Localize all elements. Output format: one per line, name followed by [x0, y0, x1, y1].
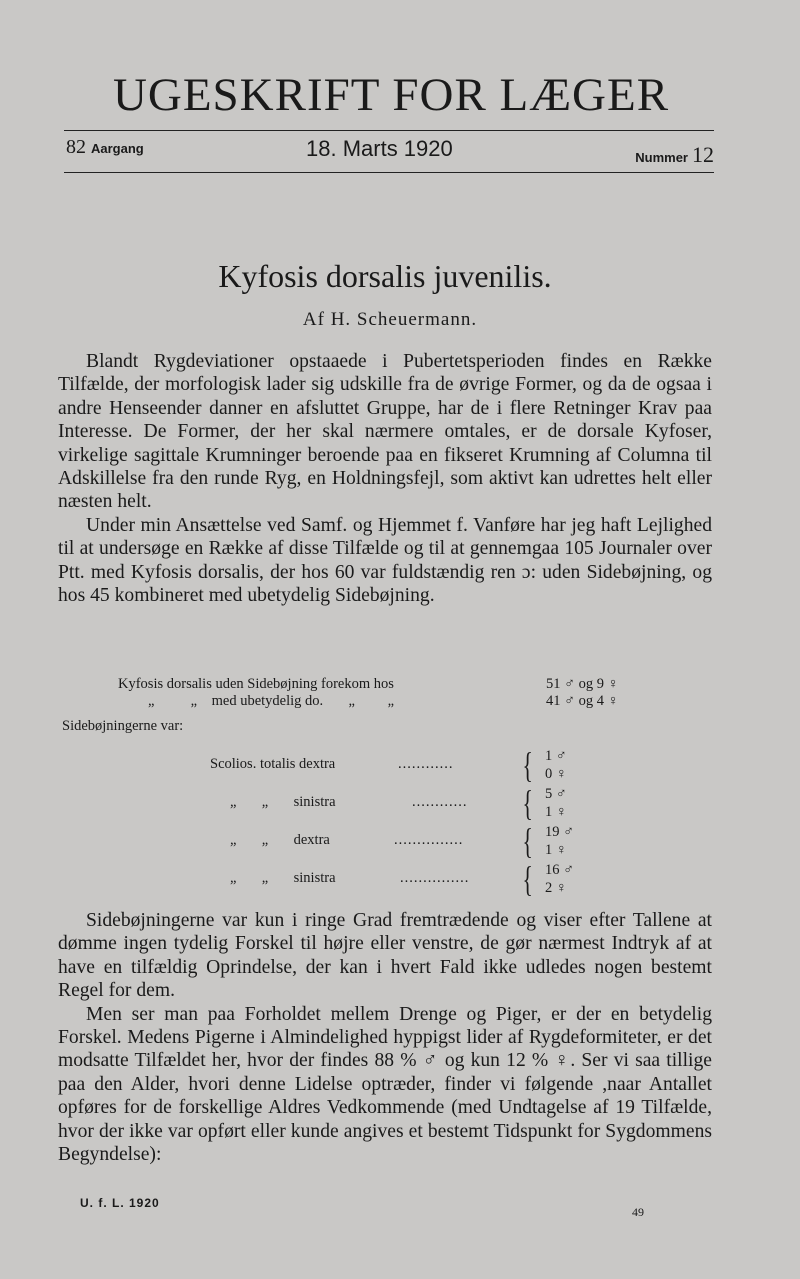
kyfosis-statistics: [118, 676, 658, 710]
paragraph: Men ser man paa Forholdet mellem Drenge og Piger, er der en betydelig Forskel. Medens Pigerne i Almindelighed hyppigst lider af Rygdeformiteter, er det modsatte Tilfældet her, hvor der findes 88 % ♂ og kun 12 % ♀. Ser vi saa tillige paa den Alder, hvori denne Lidelse optræder, finder vi følgende ,naar Antallet opføres for de forskellige Aldres Vedkommende (med Undtagelse af 19 Tilfælde, hvor der ikke var opført eller kunde angives et bestemt Tidspunkt for Sygdommens Begyndelse):: [58, 1003, 712, 1166]
volume-number: 82: [66, 136, 86, 158]
leader-dots: ............: [412, 794, 468, 810]
header-rule-top: [64, 130, 714, 131]
article-byline: Af H. Scheuermann.: [302, 309, 478, 330]
stat-value: 51 ♂ og 9 ♀: [546, 676, 619, 692]
sidebend-table: [210, 745, 610, 900]
male-count: 19 ♂: [545, 824, 574, 840]
journal-masthead: UGESKRIFT FOR LÆGER: [112, 69, 670, 121]
volume-info: [66, 136, 144, 159]
sidebend-row: [210, 859, 610, 900]
brace: {: [522, 821, 533, 861]
leader-dots: ...............: [400, 870, 470, 886]
stat-value: 41 ♂ og 4 ♀: [546, 693, 619, 709]
sidebend-row: [210, 821, 610, 862]
page-number: 49: [632, 1205, 644, 1219]
stat-label: Kyfosis dorsalis uden Sidebøjning forekom hos: [118, 676, 394, 692]
male-count: 1 ♂: [545, 748, 567, 764]
female-count: 0 ♀: [545, 766, 567, 782]
sidebend-label: „ „ sinistra: [230, 870, 336, 886]
sidebend-heading: Sidebøjningerne var:: [62, 718, 184, 734]
issue-number: 12: [692, 142, 714, 167]
leader-dots: ...............: [394, 832, 464, 848]
header-rule-bottom: [64, 172, 714, 173]
stat-row: [118, 693, 658, 710]
issue-number-label: Nummer: [635, 150, 688, 165]
sidebend-label: „ „ dextra: [230, 832, 330, 848]
sidebend-label: „ „ sinistra: [230, 794, 336, 810]
article-body-top: [58, 350, 712, 607]
issue-number-info: [635, 142, 714, 168]
sidebend-row: [210, 745, 610, 786]
sidebend-label: Scolios. totalis dextra: [210, 756, 336, 772]
male-count: 16 ♂: [545, 862, 574, 878]
male-count: 5 ♂: [545, 786, 567, 802]
issue-date: 18. Marts 1920: [306, 136, 453, 161]
stat-row: [118, 676, 658, 693]
female-count: 1 ♀: [545, 842, 567, 858]
sidebend-row: [210, 783, 610, 824]
stat-label: „ „ med ubetydelig do. „ „: [148, 693, 395, 709]
paragraph: Under min Ansættelse ved Samf. og Hjemmet f. Vanføre har jeg haft Lejlighed til at undersøge en Række af disse Tilfælde og til at gennemgaa 105 Journaler over Ptt. med Kyfosis dorsalis, der hos 60 var fuldstændig ren ɔ: uden Sidebøjning, og hos 45 kombineret med ubetydelig Sidebøjning.: [58, 514, 712, 607]
volume-label: Aargang: [91, 141, 144, 156]
female-count: 1 ♀: [545, 804, 567, 820]
brace: {: [522, 783, 533, 823]
brace: {: [522, 859, 533, 899]
paragraph: Blandt Rygdeviationer opstaaede i Pubertetsperioden findes en Række Tilfælde, der morfologisk lader sig udskille fra de øvrige Former, og da de ogsaa i andre Henseender danner en afsluttet Gruppe, har de i flere Retninger Krav paa Interesse. De Former, der her skal nærmere omtales, er de dorsale Kyfoser, virkelige sagittale Krumninger beroende paa en fikseret Krumning af Columna til Adskillelse fra den runde Ryg, en Holdningsfejl, som aktivt kan udrettes helt eller næsten helt.: [58, 351, 712, 513]
article-body-bottom: [58, 909, 712, 1166]
paragraph: Sidebøjningerne var kun i ringe Grad fremtrædende og viser efter Tallene at dømme ingen tydelig Forskel til højre eller venstre, de gør nærmest Indtryk af at have en tilfældig Oprindelse, der kan i hvert Fald ikke udledes nogen bestemt Regel for dem.: [58, 910, 712, 1002]
leader-dots: ............: [398, 756, 454, 772]
female-count: 2 ♀: [545, 880, 567, 896]
brace: {: [522, 745, 533, 785]
footer-signature: U. f. L. 1920: [80, 1196, 160, 1210]
article-title: Kyfosis dorsalis juvenilis.: [218, 258, 552, 294]
